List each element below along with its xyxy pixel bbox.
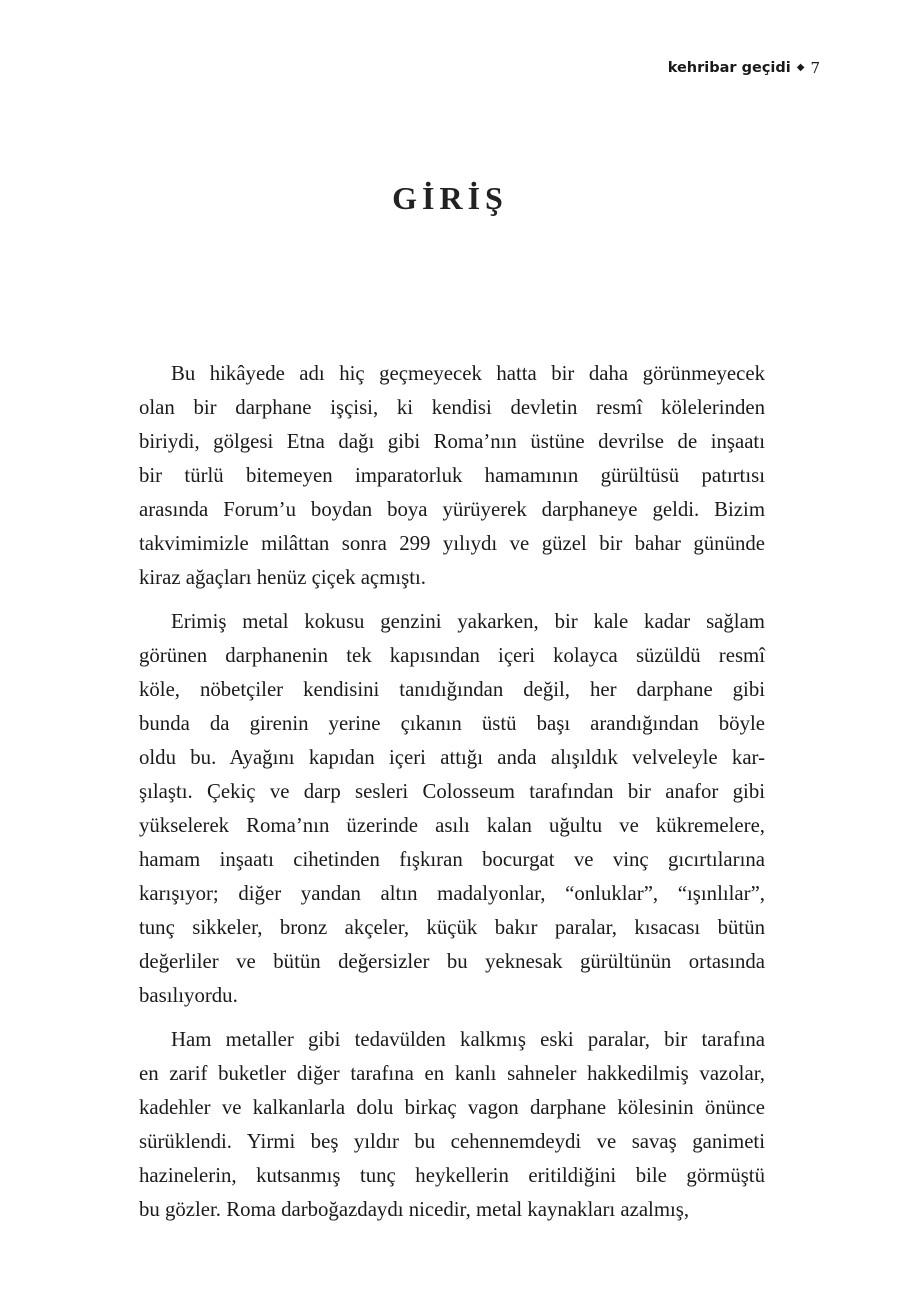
book-title: kehribar geçidi: [667, 60, 791, 76]
text-line: biriydi, gölgesi Etna dağı gibi Roma’nın üstüne devrilse de inşaatı: [139, 430, 765, 453]
body-text: [139, 357, 765, 1237]
running-header: [668, 59, 820, 77]
text-line: hazinelerin, kutsanmış tunç heykellerin eritildiğini bile görmüştü: [139, 1164, 765, 1187]
text-line: takvimimizle milâttan sonra 299 yılıydı ve güzel bir bahar gününde: [139, 532, 765, 555]
text-line: Bu hikâyede adı hiç geçmeyecek hatta bir daha görünmeyecek: [171, 362, 765, 385]
text-line: olan bir darphane işçisi, ki kendisi devletin resmî kölelerinden: [139, 396, 765, 419]
text-line: görünen darphanenin tek kapısından içeri kolayca süzüldü resmî: [139, 644, 765, 667]
text-line: hamam inşaatı cihetinden fışkıran bocurgat ve vinç gıcırtılarına: [139, 848, 765, 871]
paragraph: [139, 605, 765, 1013]
paragraph: [139, 1023, 765, 1227]
text-line: Ham metaller gibi tedavülden kalkmış eski paralar, bir tarafına: [171, 1028, 765, 1051]
text-line: kadehler ve kalkanlarla dolu birkaç vagon darphane kölesinin önünce: [139, 1096, 765, 1119]
text-line: oldu bu. Ayağını kapıdan içeri attığı anda alışıldık velveleyle kar-: [139, 746, 765, 769]
text-line: değerliler ve bütün değersizler bu yeknesak gürültünün ortasında: [139, 950, 765, 973]
chapter-title: GİRİŞ: [392, 180, 508, 216]
text-line: tunç sikkeler, bronz akçeler, küçük bakır paralar, kısacası bütün: [139, 916, 765, 939]
text-line: şılaştı. Çekiç ve darp sesleri Colosseum tarafından bir anafor gibi: [139, 780, 765, 803]
text-line: kiraz ağaçları henüz çiçek açmıştı.: [139, 566, 426, 589]
text-line: köle, nöbetçiler kendisini tanıdığından değil, her darphane gibi: [139, 678, 765, 701]
text-line: bu gözler. Roma darboğazdaydı nicedir, metal kaynakları azalmış,: [139, 1198, 690, 1221]
text-line: yükselerek Roma’nın üzerinde asılı kalan uğultu ve kükremelere,: [139, 814, 765, 837]
text-line: sürüklendi. Yirmi beş yıldır bu cehennemdeydi ve savaş ganimeti: [139, 1130, 765, 1153]
diamond-separator-icon: ◆: [796, 61, 805, 73]
text-line: en zarif buketler diğer tarafına en kanlı sahneler hakkedilmiş vazolar,: [139, 1062, 765, 1085]
text-line: bunda da girenin yerine çıkanın üstü başı arandığından böyle: [139, 712, 765, 735]
text-line: arasında Forum’u boydan boya yürüyerek darphaneye geldi. Bizim: [139, 498, 765, 521]
paragraph: [139, 357, 765, 595]
text-line: Erimiş metal kokusu genzini yakarken, bir kale kadar sağlam: [171, 610, 765, 633]
text-line: basılıyordu.: [139, 984, 238, 1007]
page-number: 7: [810, 59, 820, 77]
text-line: karışıyor; diğer yandan altın madalyonlar, “onluklar”, “ışınlılar”,: [139, 882, 765, 905]
text-line: bir türlü bitemeyen imparatorluk hamamının gürültüsü patırtısı: [139, 464, 765, 487]
